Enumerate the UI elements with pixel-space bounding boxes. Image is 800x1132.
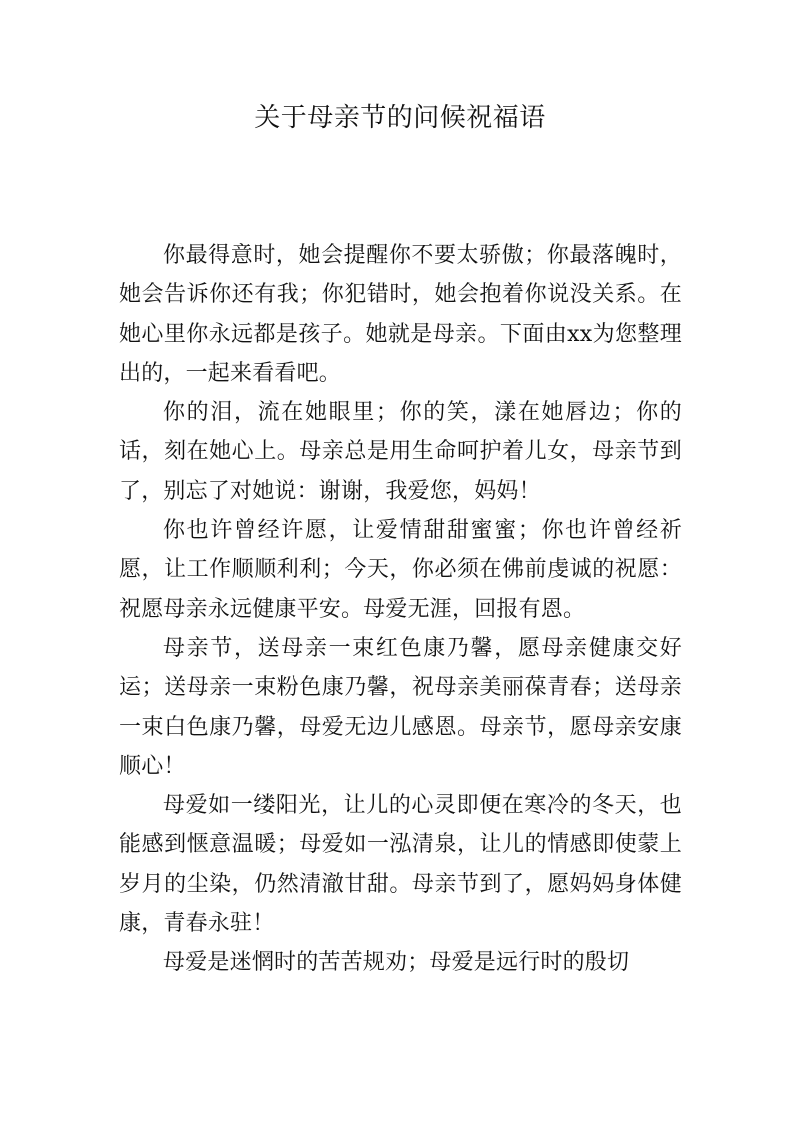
page-title: 关于母亲节的问候祝福语 — [254, 103, 546, 133]
paragraph-5: 母爱如一缕阳光，让儿的心灵即便在寒冷的冬天，也能感到惬意温暖；母爱如一泓清泉，让儿的情感即使蒙上岁月的尘染，仍然清澈甘甜。母亲节到了，愿妈妈身体健康，青春永驻！ — [119, 793, 682, 937]
paragraph-6: 母爱是迷惘时的苦苦规劝；母爱是远行时的殷切 — [163, 950, 630, 976]
paragraph-2: 你的泪，流在她眼里；你的笑，漾在她唇边；你的话，刻在她心上。母亲总是用生命呵护着儿女，母亲节到了，别忘了对她说：谢谢，我爱您，妈妈！ — [119, 400, 682, 504]
paragraph-4: 母亲节，送母亲一束红色康乃馨，愿母亲健康交好运；送母亲一束粉色康乃馨，祝母亲美丽葆青春；送母亲一束白色康乃馨，母爱无边儿感恩。母亲节，愿母亲安康顺心！ — [119, 635, 682, 779]
paragraph-3: 你也许曾经许愿，让爱情甜甜蜜蜜；你也许曾经祈愿，让工作顺顺利利；今天，你必须在佛前虔诚的祝愿：祝愿母亲永远健康平安。母爱无涯，回报有恩。 — [119, 518, 682, 622]
document-body — [119, 236, 682, 983]
paragraph-1: 你最得意时，她会提醒你不要太骄傲；你最落魄时，她会告诉你还有我；你犯错时，她会抱着你说没关系。在她心里你永远都是孩子。她就是母亲。下面由xx为您整理出的，一起来看看吧。 — [119, 243, 682, 386]
